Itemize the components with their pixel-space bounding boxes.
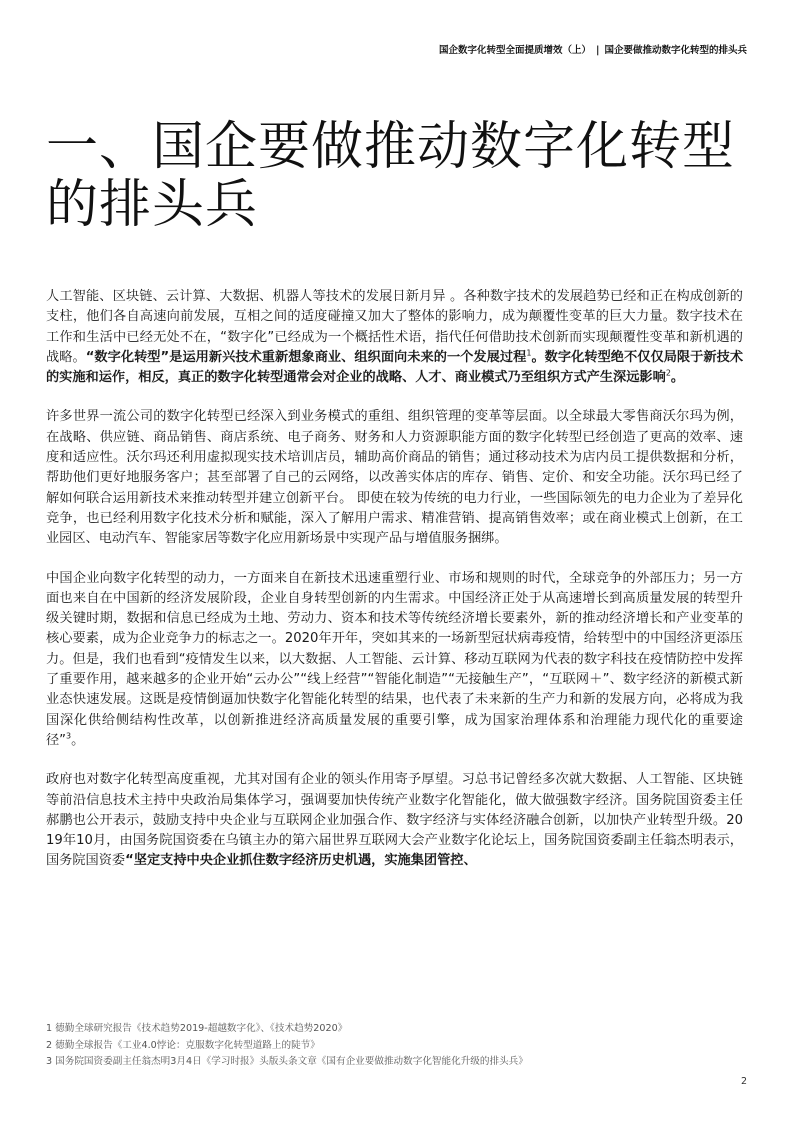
footnote-3: 3 国务院国资委副主任翁杰明3月4日《学习时报》头版头条文章《国有企业要做推动数字化智能化升级的排头兵》 (46, 1056, 528, 1067)
paragraph-1-bold-definition: “数字化转型”是运用新兴技术重新想象商业、组织面向未来的一个发展过程 (85, 349, 527, 365)
running-header (439, 42, 747, 56)
paragraph-1-end: 。 (670, 370, 685, 386)
paragraph-3-end: 。 (71, 732, 85, 748)
header-separator: | (596, 45, 600, 56)
report-title: 国企数字化转型全面提质增效（上） (438, 45, 591, 56)
paragraph-1-bold-impact: 。数字化转型绝不仅仅局限于新技术的实施和运作，相反，真正的数字化转型通常会对企业的战略、人才、商业模式乃至组织方式产生深远影响 (46, 349, 744, 386)
paragraph-3-text: 中国企业向数字化转型的动力，一方面来自在新技术迅速重塑行业、市场和规则的时代，全球竞争的外部压力；另一方面也来自在中国新的经济发展阶段，企业自身转型创新的内生需求。中国经济正处于从高速增长到高质量发展的转型升级关键时期，数据和信息已经成为土地、劳动力、资本和技术等传统经济增长要素外，新的推动经济增长和产业变革的核心要素，成为企业竞争力的标志之一。2020年开年，突如其来的一场新型冠状病毒疫情，给转型中的中国经济更添压力。但是，我们也看到“疫情发生以来，以大数据、人工智能、云计算、移动互联网为代表的数字科技在疫情防控中发挥了重要作用，越来越多的企业开始“云办公”“线上经营”“智能化制造”“无接触生产”，“互联网＋”、数字经济的新模式新业态快速发展。这既是疫情倒逼加快数字化智能化转型的结果，也代表了未来新的生产力和新的发展方向，必将成为我国深化供给侧结构性改革，以创新推进经济高质量发展的重要引擎，成为国家治理体系和治理能力现代化的重要途径” (46, 570, 743, 748)
body-text (46, 287, 743, 891)
paragraph-4-bold: “坚定支持中央企业抓住数字经济历史机遇，实施集团管控、 (125, 853, 477, 869)
footnote-ref-2: 2 (665, 368, 671, 378)
footnotes (46, 1021, 746, 1071)
footnote-1: 1 德勤全球研究报告《技术趋势2019-超越数字化》、《技术趋势2020》 (46, 1023, 348, 1034)
paragraph-4 (46, 770, 743, 871)
paragraph-1-text: 人工智能、区块链、云计算、大数据、机器人等技术的发展日新月异 。各种数字技术的发展趋势已经和正在构成创新的支柱，他们各自高速向前发展，互相之间的适度碰撞又加大了整体的影响力，成为颠覆性变革的巨大力量。数字技术在工作和生活中已经无处不在，“数字化”已经成为一个概括性术语，指代任何借助技术创新而实现颠覆性变革和新机遇的战略。 (46, 289, 743, 365)
paragraph-3 (46, 569, 743, 752)
footnote-ref-3: 3 (66, 731, 72, 741)
paragraph-2: 许多世界一流公司的数字化转型已经深入到业务模式的重组、组织管理的变革等层面。以全球最大零售商沃尔玛为例，在战略、供应链、商品销售、商店系统、电子商务、财务和人力资源职能方面的数字化转型已经创造了更高的效率、速度和适应性。沃尔玛还利用虚拟现实技术培训店员，辅助高价商品的销售；通过移动技术为店内员工提供数据和分析，帮助他们更好地服务客户；甚至部署了自己的云网络，以改善实体店的库存、销售、定价、和安全功能。沃尔玛已经了解如何联合运用新技术来推动转型并建立创新平台。 即使在较为传统的电力行业，一些国际领先的电力企业为了差异化竞争，也已经利用数字化技术分析和赋能，深入了解用户需求、精准营销、提高销售效率；或在商业模式上创新，在工业园区、电动汽车、智能家居等数字化应用新场景中实现产品与增值服务捆绑。 (46, 409, 743, 547)
paragraph-1 (46, 287, 743, 388)
footnote-2: 2 德勤全球报告《工业4.0悖论：克服数字化转型道路上的陡节》 (46, 1039, 320, 1051)
paragraph-4-text: 政府也对数字化转型高度重视，尤其对国有企业的领头作用寄予厚望。习总书记曾经多次就大数据、人工智能、区块链等前沿信息技术主持中央政治局集体学习，强调要加快传统产业数字化智能化，做大做强数字经济。国务院国资委主任郝鹏也公开表示，鼓励支持中央企业与互联网企业加强合作、数字经济与实体经济融合创新，以加快产业转型升级。2019年10月，由国务院国资委在乌镇主办的第六届世界互联网大会产业数字化论坛上，国务院国资委副主任翁杰明表示，国务院国资委 (46, 772, 743, 869)
page-number: 2 (740, 1076, 747, 1087)
page-title: 一、国企要做推动数字化转型的排头兵 (46, 117, 736, 235)
footnote-ref-1: 1 (526, 348, 532, 358)
chapter-title: 国企要做推动数字化转型的排头兵 (604, 45, 747, 56)
